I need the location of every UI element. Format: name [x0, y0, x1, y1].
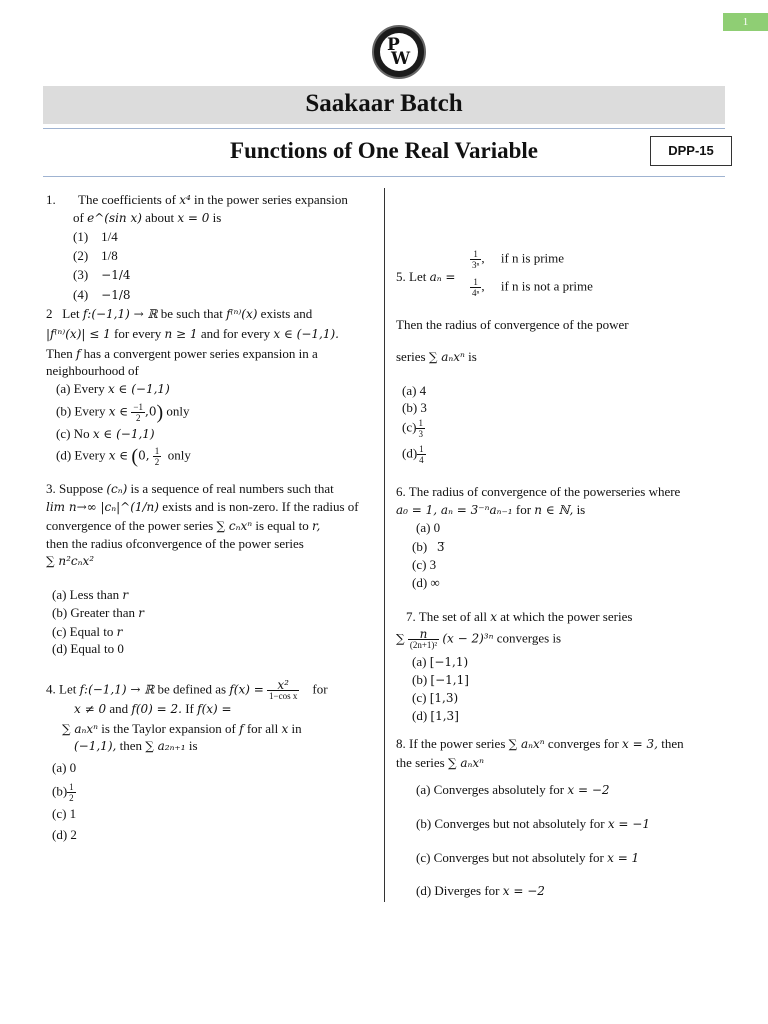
- q1-option-4: (4) −1/8: [73, 287, 131, 302]
- q4-line3: ∑ aₙxⁿ is the Taylor expansion of f for all x in: [62, 721, 302, 736]
- q3-option-d: (d) Equal to 0: [52, 641, 124, 656]
- q2-line3: Then f has a convergent power series expansion in a: [46, 346, 318, 361]
- q1-option-3: (3) −1/4: [73, 267, 131, 282]
- q8-option-a: (a) Converges absolutely for x = −2: [416, 782, 610, 797]
- q6-line2: a₀ = 1, aₙ = 3⁻ⁿaₙ₋₁ for n ∈ ℕ, is: [396, 502, 586, 517]
- q2-option-a: (a) Every x ∈ (−1,1): [56, 381, 170, 396]
- q5-option-c: (c) $\frac{1}{3}$: [402, 418, 423, 439]
- q4-option-c: (c) 1: [52, 806, 77, 821]
- q4-line4: (−1,1), then ∑ a₂ₙ₊₁ is: [74, 738, 198, 753]
- q6-option-a: (a) 0: [416, 520, 441, 535]
- q4-line2: x ≠ 0 and f(0) = 2. If f(x) =: [74, 701, 232, 716]
- q2-option-b: (b) Every x ∈ $\frac{-1}{2}$ ,0) only: [56, 401, 190, 424]
- q4-option-d: (d) 2: [52, 827, 77, 842]
- q4-line1: 4. Let f:(−1,1) → ℝ be defined as f(x) = $\frac{\text{x²}}{\text{1−cos x}}$ for: [46, 678, 328, 701]
- q7-line1: 7. The set of all x at which the power series: [406, 609, 633, 624]
- q5-option-a: (a) 4: [402, 383, 427, 398]
- q8-option-d: (d) Diverges for x = −2: [416, 883, 545, 898]
- q1-line1: The coefficients of x⁴ in the power series expansion: [78, 192, 348, 207]
- logo-mark: [380, 33, 418, 71]
- pw-logo: [372, 25, 426, 79]
- q5-option-d: (d) $\frac{1}{4}$: [402, 444, 424, 465]
- q5-line2: Then the radius of convergence of the power: [396, 317, 629, 332]
- q4-option-b: (b) $\frac{1}{2}$: [52, 782, 74, 803]
- q5-c-fraction: $\frac{1}{3}$: [418, 418, 423, 439]
- q4-b-fraction: $\frac{1}{2}$: [69, 782, 74, 803]
- q7-option-b: (b) [−1,1]: [412, 672, 469, 687]
- q7-line2: ∑ $\frac{n}{\text{(2n+1)²}}$ (x − 2)³ⁿ converges is: [396, 627, 562, 650]
- header-rule-bottom: [43, 176, 725, 177]
- q5-d-fraction: $\frac{1}{4}$: [419, 444, 424, 465]
- header-rule-top: [43, 128, 725, 129]
- q1-number: 1.: [46, 192, 56, 207]
- q3-line5: ∑ n²cₙx²: [46, 554, 95, 568]
- q5-case2-fraction: $\frac{1}{\text{4ⁿ}}$: [472, 277, 480, 298]
- q2-option-d: (d) Every x ∈ (0, $\frac{1}{2}$ only: [56, 445, 191, 468]
- q2-line1: 2 Let f:(−1,1) → ℝ be such that f⁽ⁿ⁾(x) exists and: [46, 306, 313, 321]
- q1-option-1: (1) 1/4: [73, 229, 118, 244]
- q3-option-a: (a) Less than r: [52, 587, 129, 602]
- q2-line2: |f⁽ⁿ⁾(x)| ≤ 1 for every n ≥ 1 and for every x ∈ (−1,1).: [46, 326, 339, 341]
- q3-option-c: (c) Equal to r: [52, 624, 123, 639]
- q6-option-d: (d) ∞: [412, 575, 440, 590]
- batch-heading: Saakaar Batch: [43, 86, 725, 124]
- q8-line1: 8. If the power series ∑ aₙxⁿ converges for x = 3, then: [396, 736, 684, 751]
- q2-b-fraction: $\frac{-1}{2}$: [133, 402, 143, 423]
- q4-option-a: (a) 0: [52, 760, 77, 775]
- q3-line1: 3. Suppose (cₙ) is a sequence of real numbers such that: [46, 481, 334, 496]
- q2-d-fraction: $\frac{1}{2}$: [154, 446, 160, 467]
- q6-option-b: (b) 3̅: [412, 539, 445, 554]
- logo-letter-p: P: [387, 35, 400, 55]
- q3-option-b: (b) Greater than r: [52, 605, 145, 620]
- q5-case1-fraction: $\frac{1}{\text{3ⁿ}}$: [472, 249, 480, 270]
- q7-option-c: (c) [1,3): [412, 690, 459, 705]
- q5-line3: series ∑ aₙxⁿ is: [396, 349, 477, 364]
- q7-fraction: $\frac{n}{\text{(2n+1)²}}$: [409, 627, 438, 650]
- q1-line2: of e^(sin x) about x = 0 is: [73, 210, 222, 225]
- q1-option-2: (2) 1/8: [73, 248, 118, 263]
- q7-option-a: (a) [−1,1): [412, 654, 469, 669]
- q3-line3: convergence of the power series ∑ cₙxⁿ is equal to r,: [46, 518, 321, 533]
- q4-fraction: $\frac{\text{x²}}{\text{1−cos x}}$: [269, 678, 298, 701]
- q2-line4: neighbourhood of: [46, 363, 139, 378]
- page-number-badge: 1: [723, 13, 768, 31]
- q5-line1: 5. Let aₙ =: [396, 269, 456, 284]
- q7-option-d: (d) [1,3]: [412, 708, 459, 723]
- q3-line2: lim n→∞ |cₙ|^(1/n) exists and is non-zero. If the radius of: [46, 499, 359, 514]
- q8-option-b: (b) Converges but not absolutely for x = −1: [416, 816, 650, 831]
- q6-option-c: (c) 3: [412, 557, 437, 572]
- q8-option-c: (c) Converges but not absolutely for x = 1: [416, 850, 640, 865]
- logo-letter-w: W: [391, 49, 411, 69]
- page-title: Functions of One Real Variable: [230, 138, 538, 163]
- q5-case1: $\frac{1}{\text{3ⁿ}}$ , if n is prime: [472, 249, 565, 270]
- column-divider: [384, 188, 385, 902]
- q5-case2: $\frac{1}{\text{4ⁿ}}$ , if n is not a prime: [472, 277, 593, 298]
- q6-line1: 6. The radius of convergence of the powerseries where: [396, 484, 681, 499]
- q3-line4: then the radius ofconvergence of the power series: [46, 536, 304, 551]
- q8-line2: the series ∑ aₙxⁿ: [396, 755, 485, 770]
- dpp-label: DPP-15: [650, 136, 732, 166]
- q5-option-b: (b) 3: [402, 400, 427, 415]
- q2-option-c: (c) No x ∈ (−1,1): [56, 426, 155, 441]
